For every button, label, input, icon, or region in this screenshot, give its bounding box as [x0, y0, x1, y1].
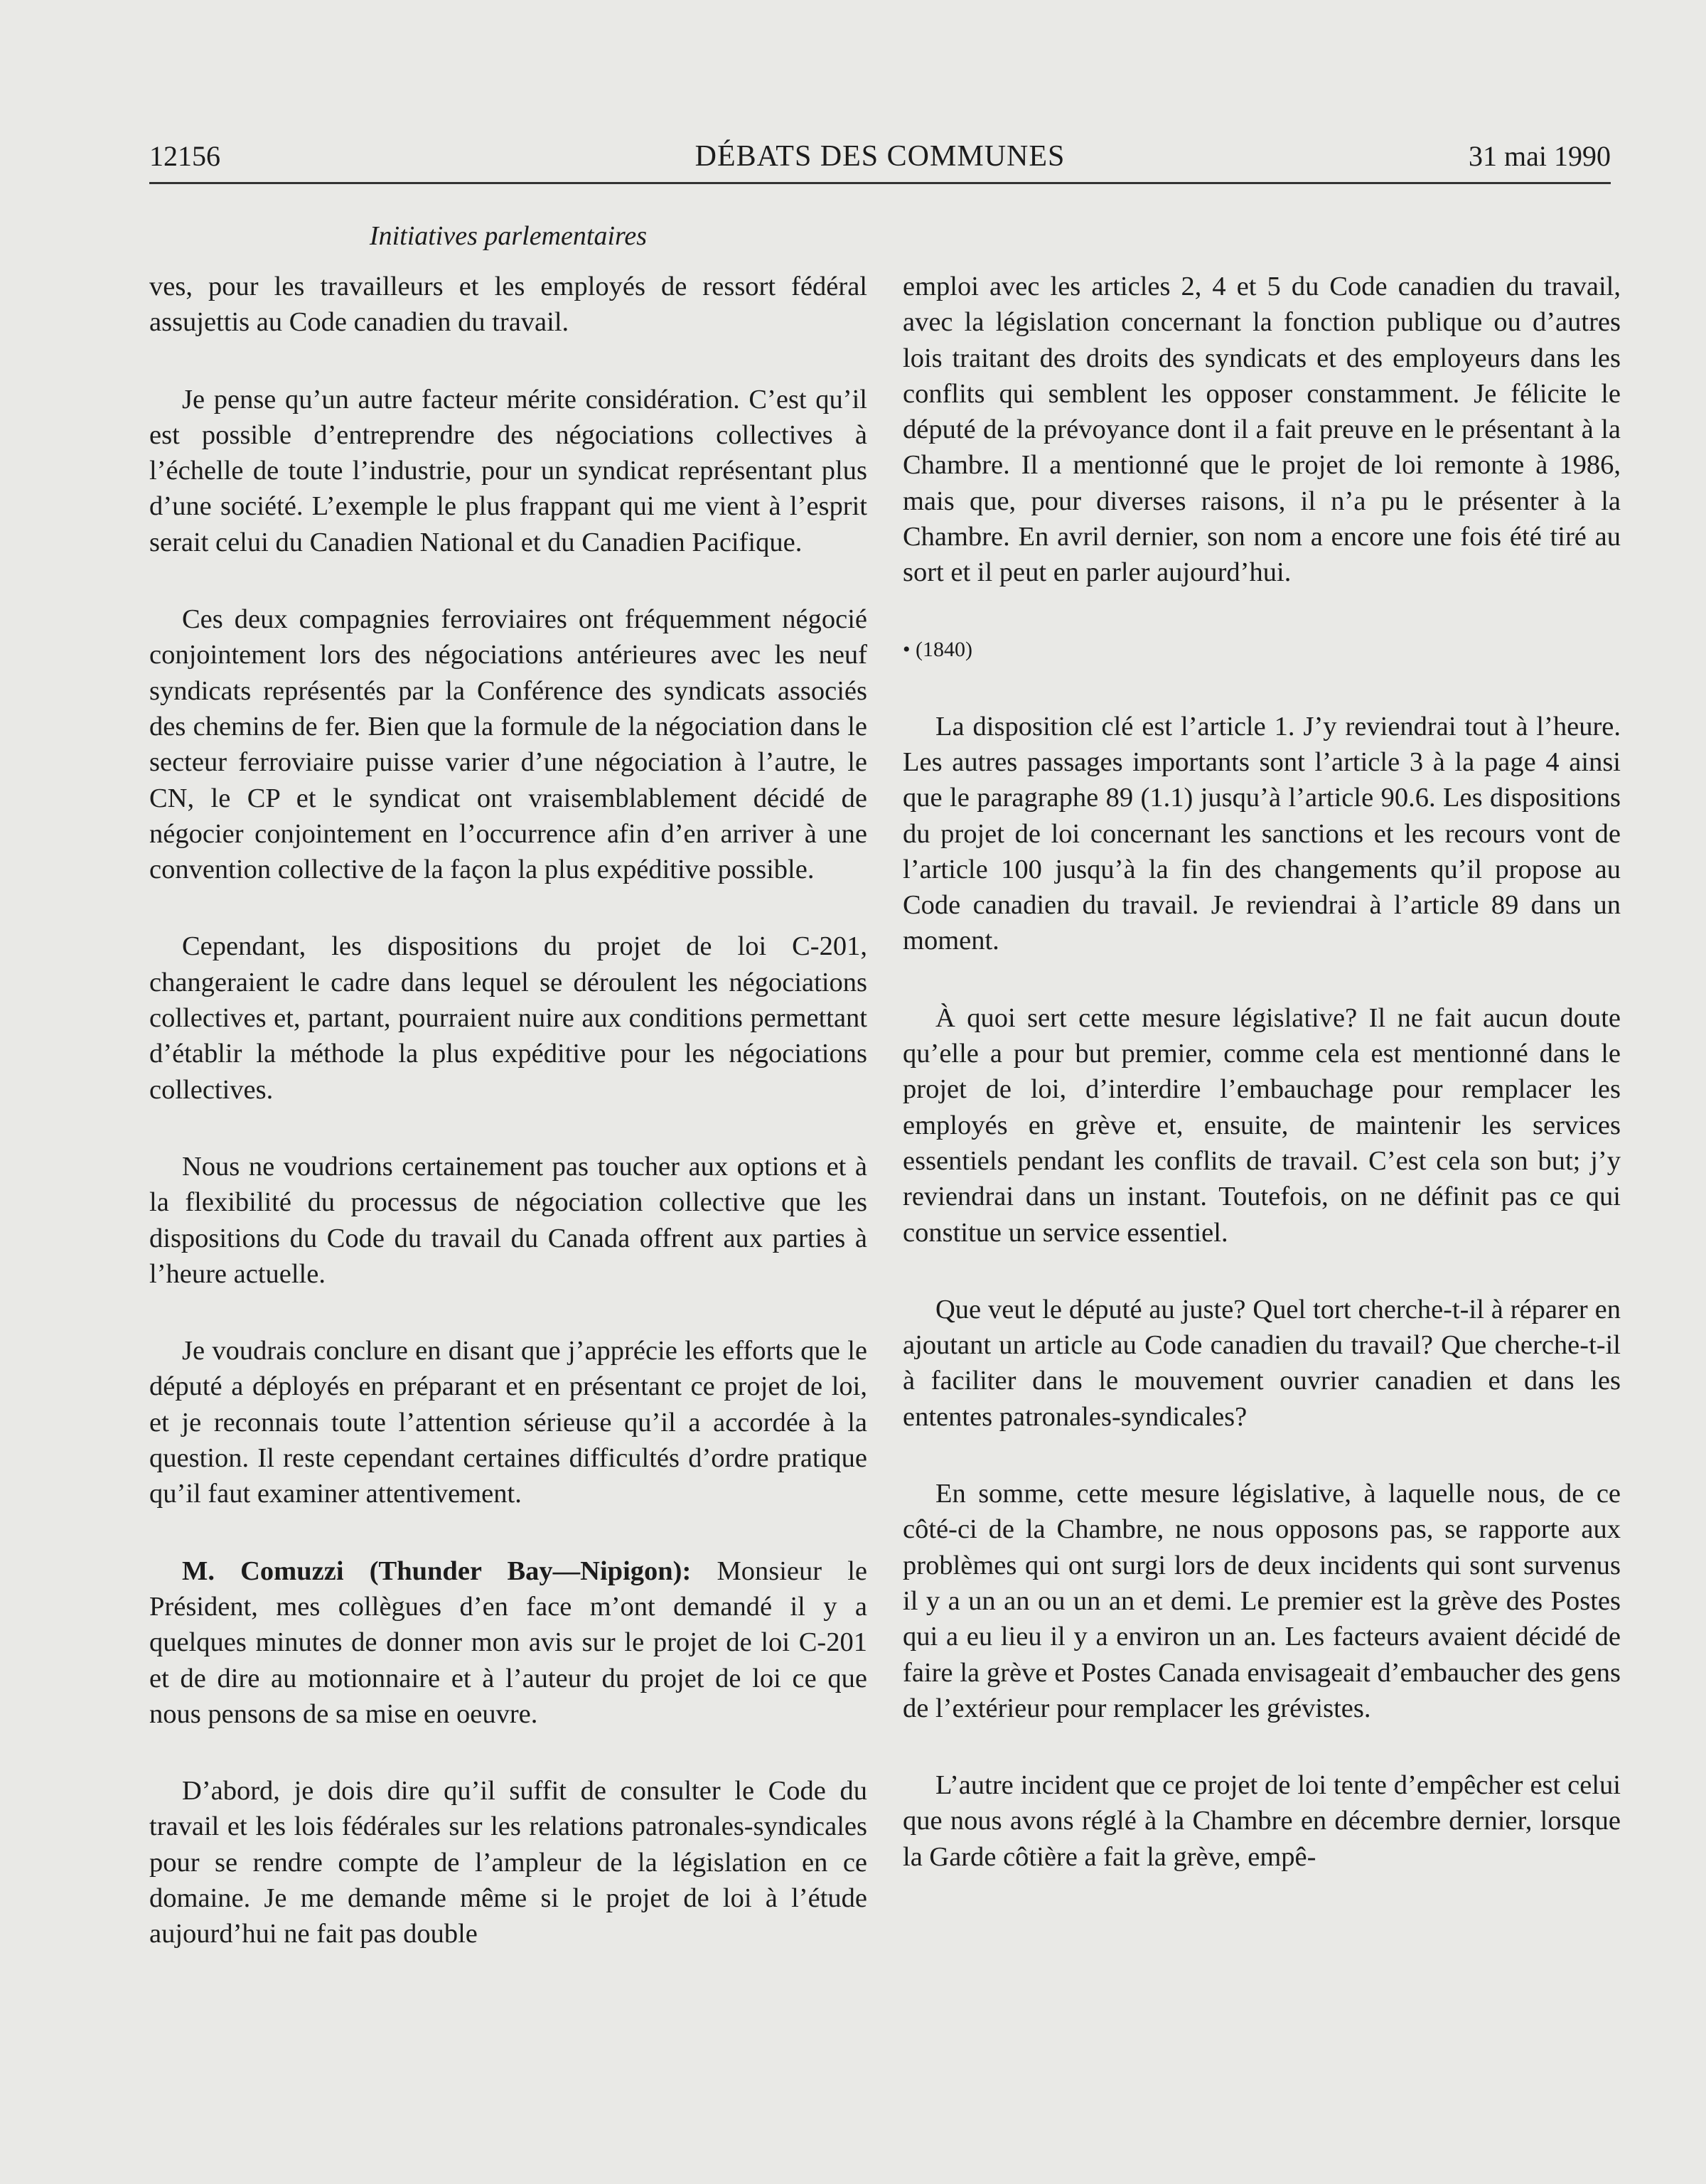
- page-header: [149, 139, 1611, 181]
- paragraph: D’abord, je dois dire qu’il suffit de consulter le Code du travail et les lois fédérales sur les relations patronales-syndicales pour se rendre compte de l’ampleur de la législation en ce domaine. Je me demande même si le projet de loi à l’étude aujourd’hui ne fait pas double: [149, 1776, 867, 1949]
- paragraph: Nous ne voudrions certainement pas toucher aux options et à la flexibilité du processus de négociation collective que les dispositions du Code du travail du Canada offrent aux parties à l’heure actuelle.: [149, 1151, 867, 1289]
- paragraph: Cependant, les dispositions du projet de loi C-201, changeraient le cadre dans lequel se déroulent les négociations collectives et, partant, pourraient nuire aux conditions permettant d’établir la méthode la plus expéditive pour les négociations collectives.: [149, 931, 867, 1105]
- header-rule: [149, 182, 1611, 184]
- time-marker: • (1840): [903, 637, 972, 661]
- paragraph: À quoi sert cette mesure législative? Il ne fait aucun doute qu’elle a pour but premier, comme cela est mentionné dans le projet de loi, d’interdire l’embauchage pour remplacer les employés en grève et, ensuite, de maintenir les services essentiels pendant les conflits de travail. C’est cela son but; j’y reviendrai dans un instant. Toutefois, on ne définit pas ce qui constitue un service essentiel.: [903, 1002, 1621, 1248]
- right-column: [903, 269, 1621, 1916]
- paragraph: En somme, cette mesure législative, à laquelle nous, de ce côté-ci de la Chambre, ne nous opposons pas, se rapporte aux problèmes qui ont surgi lors de deux incidents qui sont survenus il y a un an ou un an et demi. Le premier est la grève des Postes qui a eu lieu il y a environ un an. Les facteurs avaient décidé de faire la grève et Postes Canada envisageait d’embaucher des gens de l’extérieur pour remplacer les grévistes.: [903, 1479, 1621, 1723]
- paragraph: Je pense qu’un autre facteur mérite considération. C’est qu’il est possible d’entreprendre des négociations collectives à l’échelle de toute l’industrie, pour un syndicat représentant plus d’une société. L’exemple le plus frappant qui me vient à l’esprit serait celui du Canadien National et du Canadien Pacifique.: [149, 384, 867, 557]
- left-column: [149, 269, 867, 1993]
- paragraph: L’autre incident que ce projet de loi tente d’empêcher est celui que nous avons réglé à la Chambre en décembre dernier, lorsque la Garde côtière a fait la grève, empê-: [903, 1770, 1621, 1872]
- paragraph: emploi avec les articles 2, 4 et 5 du Code canadien du travail, avec la législation concernant la fonction publique ou d’autres lois traitant des droits des syndicats et des employeurs dans les conflits qui semblent les opposer constamment. Je félicite le député de la prévoyance dont il a fait preuve en le présentant à la Chambre. Il a mentionné que le projet de loi remonte à 1986, mais que, pour diverses raisons, il n’a pu le présenter à la Chambre. En avril dernier, son nom a encore une fois été tiré au sort et il peut en parler aujourd’hui.: [903, 272, 1621, 588]
- paragraph: La disposition clé est l’article 1. J’y reviendrai tout à l’heure. Les autres passages importants sont l’article 3 à la page 4 ainsi que le paragraphe 89 (1.1) jusqu’à l’article 90.6. Les dispositions du projet de loi concernant les sanctions et les recours vont de l’article 100 jusqu’à la fin des changements qu’il propose au Code canadien du travail. Je reviendrai à l’article 89 dans un moment.: [903, 711, 1621, 956]
- publication-date: 31 mai 1990: [1469, 140, 1611, 172]
- paragraph: Ces deux compagnies ferroviaires ont fréquemment négocié conjointement lors des négociations antérieures avec les neuf syndicats représentés par la Conférence des syndicats associés des chemins de fer. Bien que la formule de la négociation dans le secteur ferroviaire puisse varier d’une négociation à l’autre, le CN, le CP et le syndicat ont vraisemblablement décidé de négocier conjointement en l’occurrence afin d’en arriver à une convention collective de la façon la plus expéditive possible.: [149, 604, 867, 885]
- publication-title: DÉBATS DES COMMUNES: [694, 140, 1066, 173]
- paragraph: Je voudrais conclure en disant que j’apprécie les efforts que le député a déployés en préparant et en présentant ce projet de loi, et je reconnais toute l’attention sérieuse qu’il a accordée à la question. Il reste cependant certaines difficultés d’ordre pratique qu’il faut examiner attentivement.: [149, 1336, 867, 1509]
- speech-paragraph: [149, 1553, 867, 1732]
- paragraph: Que veut le député au juste? Quel tort cherche-t-il à réparer en ajoutant un article au Code canadien du travail? Que cherche-t-il à faciliter dans le mouvement ouvrier canadien et dans les ententes patronales-syndicales?: [903, 1294, 1621, 1432]
- section-label: Initiatives parlementaires: [369, 221, 648, 251]
- speech-text: Monsieur le Président, mes collègues d’en face m’ont demandé il y a quelques minutes de donner mon avis sur le projet de loi C-201 et de dire au motionnaire et à l’auteur du projet de loi ce que nous pensons de sa mise en oeuvre.: [149, 1556, 868, 1729]
- speaker-name: M. Comuzzi (Thunder Bay—Nipigon):: [182, 1556, 692, 1586]
- page-number: 12156: [149, 140, 220, 172]
- paragraph: ves, pour les travailleurs et les employés de ressort fédéral assujettis au Code canadien du travail.: [149, 272, 867, 338]
